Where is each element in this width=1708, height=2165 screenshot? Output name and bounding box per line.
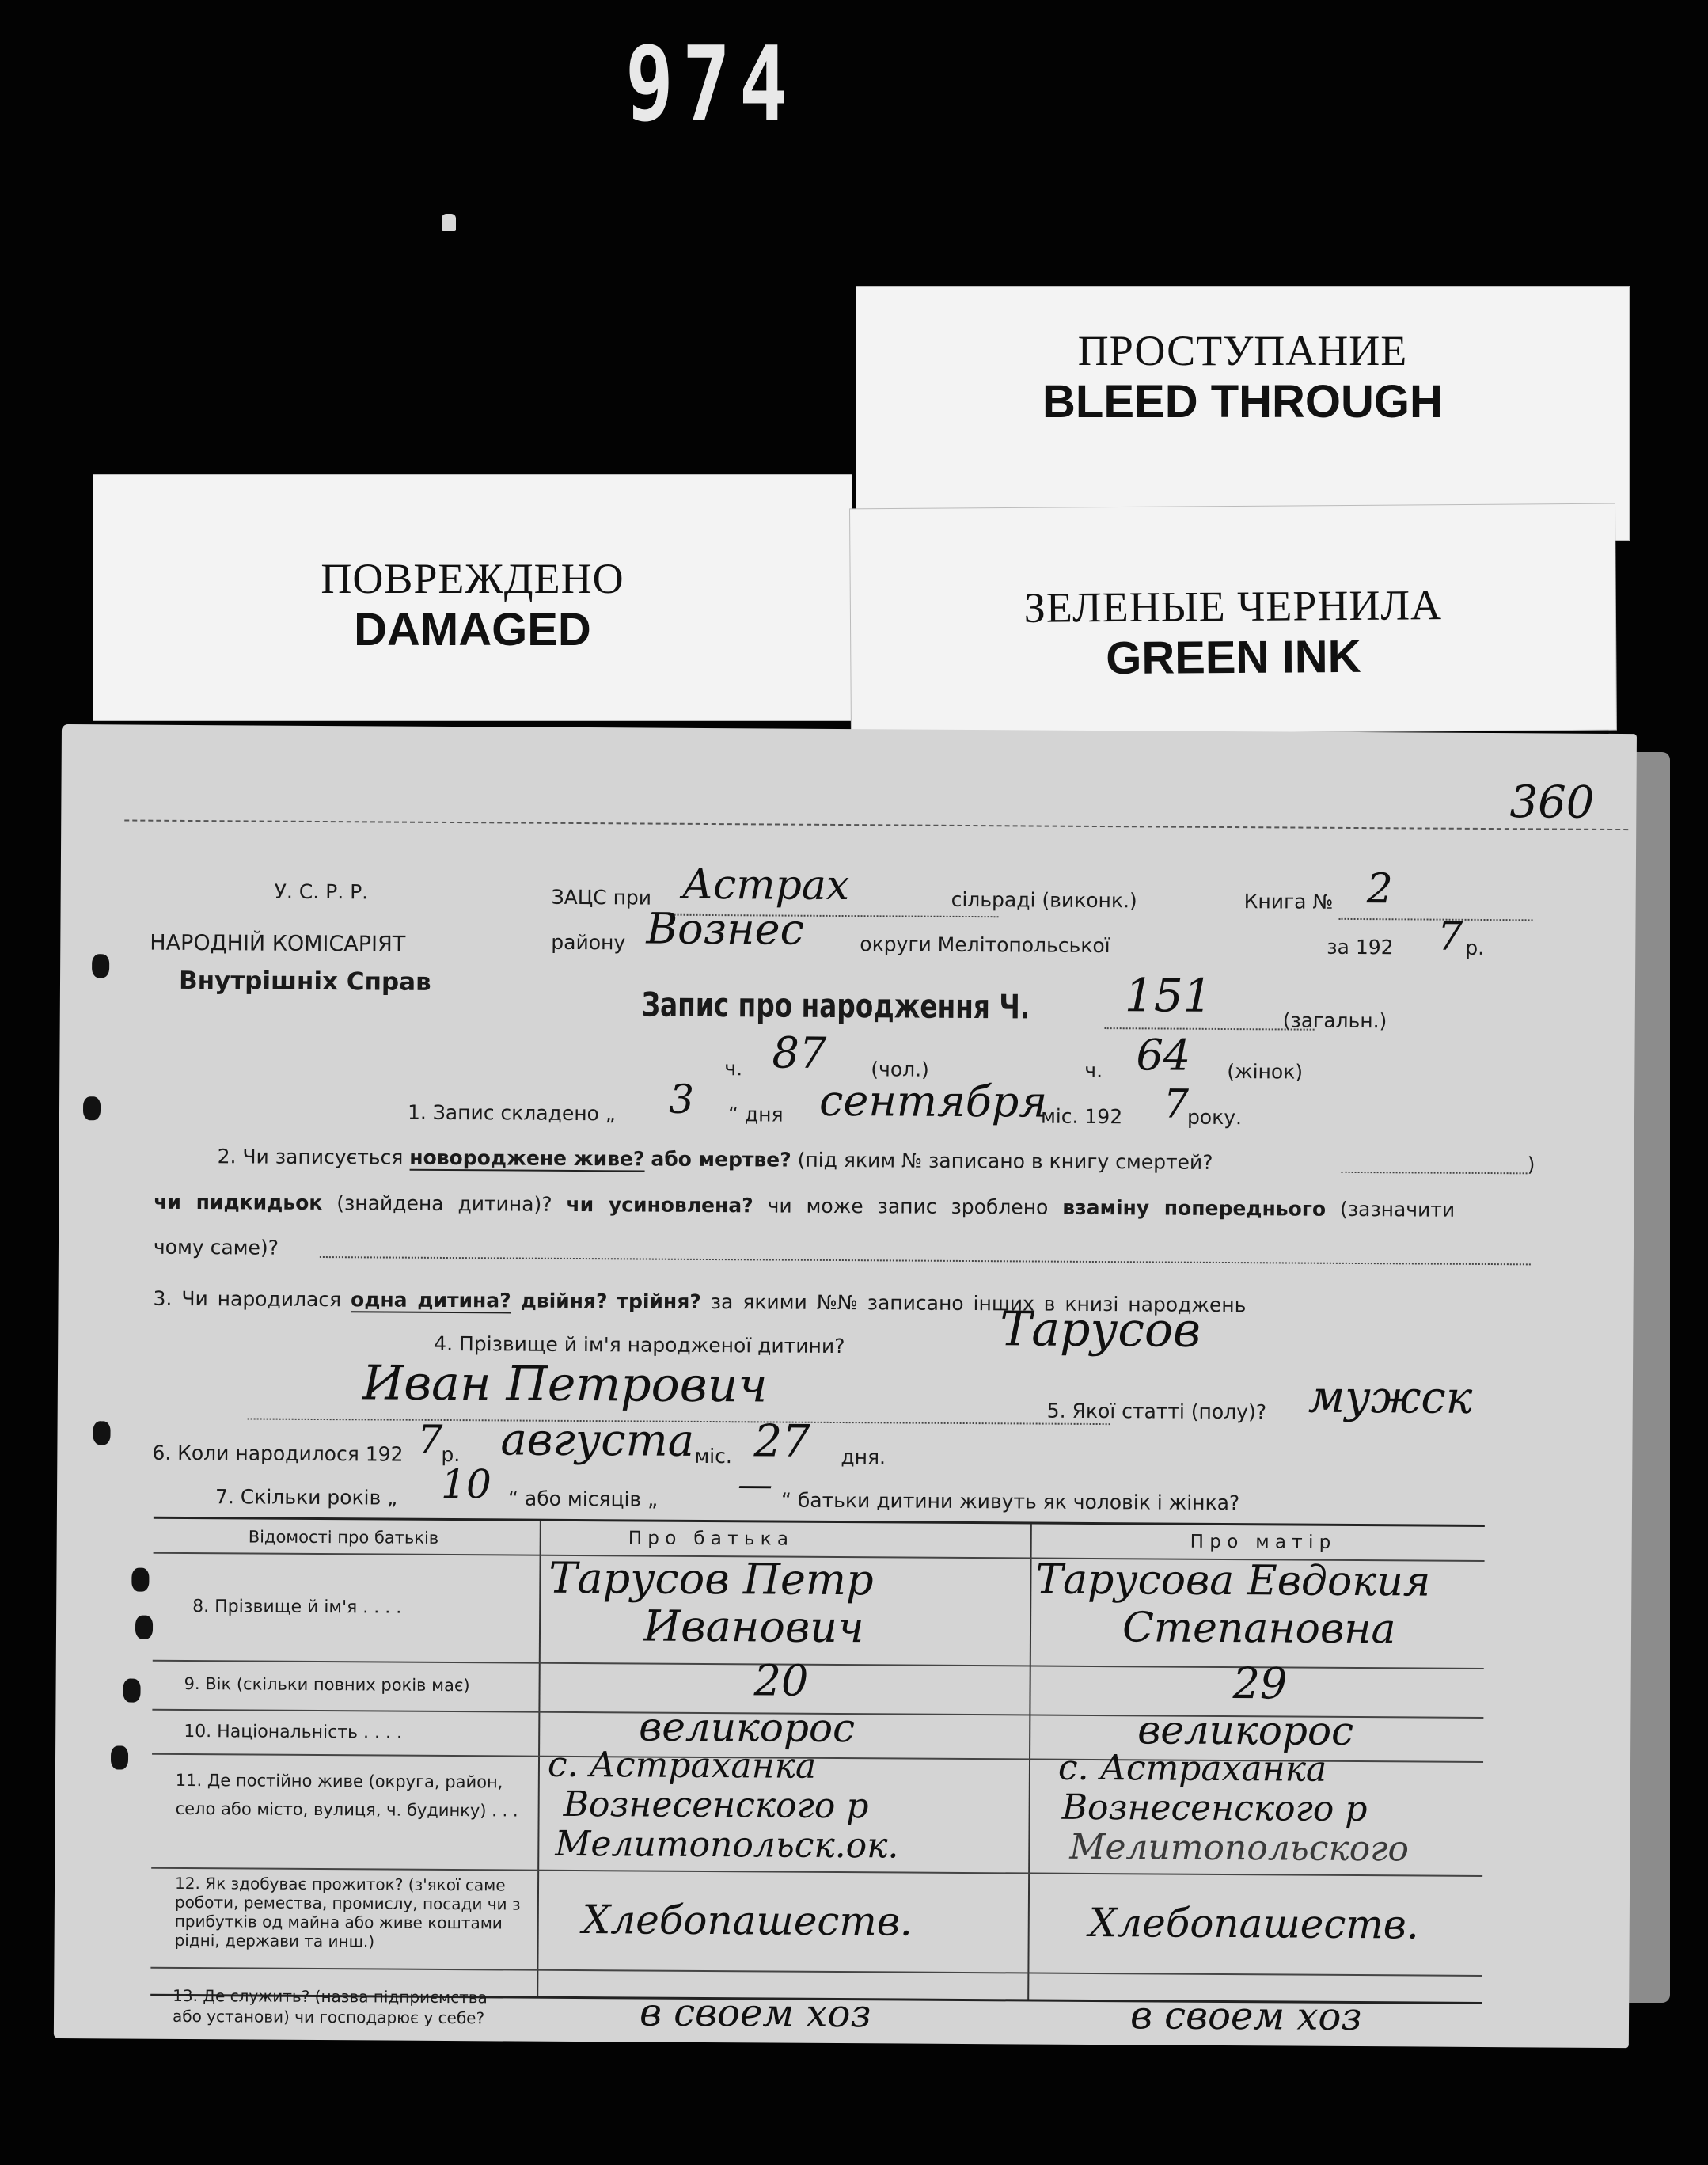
punch-hole bbox=[83, 1096, 101, 1120]
q1-label: 1. Запис складено „ bbox=[407, 1100, 616, 1126]
q2-foundling-note: (знайдена дитина)? bbox=[336, 1191, 552, 1216]
q2-death-line bbox=[1342, 1172, 1528, 1174]
male-label: (чол.) bbox=[871, 1058, 929, 1081]
bleed-through-label-en: BLEED THROUGH bbox=[1042, 376, 1443, 427]
father-patronymic: Иванович bbox=[643, 1601, 864, 1653]
q4-label: 4. Прізвище й ім'я народженої дитини? bbox=[434, 1331, 845, 1358]
book-line bbox=[1339, 918, 1533, 921]
row-label-workplace: 13. Де служить? (назва підприємства або установи) чи господарює у себе? bbox=[172, 1985, 488, 2028]
q2-line3-fill bbox=[320, 1256, 1531, 1265]
row-rule bbox=[150, 1967, 1482, 1977]
q3-triplets: трійня? bbox=[617, 1290, 701, 1313]
q7-months: — bbox=[737, 1464, 773, 1506]
green-ink-label bbox=[850, 504, 1616, 735]
birth-day: 27 bbox=[753, 1415, 810, 1468]
q2-adopted: чи усиновлена? bbox=[566, 1192, 753, 1217]
child-sex: мужск bbox=[1308, 1371, 1473, 1424]
internal-affairs-header: Внутрішніх Справ bbox=[178, 966, 431, 997]
green-ink-label-ru: ЗЕЛЕНЫЕ ЧЕРНИЛА bbox=[1023, 581, 1443, 632]
q3-twins: двійня? bbox=[520, 1289, 608, 1313]
q5-label: 5. Якої статті (полу)? bbox=[1046, 1399, 1267, 1424]
q2-foundling: чи пидкидьок bbox=[154, 1190, 323, 1215]
q6-mis: міс. bbox=[694, 1444, 732, 1468]
frame-marker bbox=[442, 214, 456, 231]
birth-month: августа bbox=[500, 1414, 695, 1467]
male-number: 87 bbox=[772, 1027, 827, 1078]
q7-years: 10 bbox=[440, 1460, 492, 1508]
mother-nationality: великорос bbox=[1137, 1707, 1354, 1754]
q2-line2 bbox=[154, 1191, 1455, 1221]
q3-text-a: 3. Чи народилася bbox=[153, 1286, 342, 1312]
q7-label: 7. Скільки років „ bbox=[214, 1485, 398, 1510]
q1-month: сентября bbox=[818, 1075, 1048, 1127]
damaged-label-ru: ПОВРЕЖДЕНО bbox=[321, 555, 624, 602]
q2-close-paren: ) bbox=[1527, 1153, 1535, 1176]
record-title: Запис про народження Ч. bbox=[641, 985, 1030, 1027]
father-surname: Тарусов Петр bbox=[548, 1552, 874, 1605]
q3-single: одна дитина? bbox=[351, 1288, 511, 1312]
year-digit: 7 bbox=[1437, 913, 1463, 959]
table-header-mother: П р о м а т і р bbox=[1190, 1531, 1331, 1553]
row-label-age: 9. Вік (скільки повних років має) bbox=[184, 1673, 470, 1696]
mother-surname: Тарусова Евдокия bbox=[1035, 1555, 1431, 1606]
father-occupation: Хлебопашеств. bbox=[582, 1897, 913, 1945]
punch-hole bbox=[123, 1678, 140, 1702]
q2-replacement: взаміну попереднього bbox=[1062, 1195, 1327, 1221]
table-col-divider-2 bbox=[1027, 1524, 1032, 1999]
q6-suffix: дня. bbox=[841, 1445, 886, 1469]
book-number: 2 bbox=[1366, 865, 1394, 913]
table-header-info: Відомості про батьків bbox=[248, 1527, 439, 1548]
punch-hole bbox=[92, 954, 109, 978]
row-label-name: 8. Прізвище й ім'я . . . . bbox=[192, 1597, 402, 1618]
q2-alive: новороджене живе? bbox=[409, 1145, 645, 1171]
frame-number: 974 bbox=[625, 24, 796, 144]
child-surname: Тарусов bbox=[1000, 1301, 1201, 1358]
row-label-occupation: 12. Як здобуває прожиток? (з'якої саме роботи, ремества, промислу, посади чи з прибутків од майна або живе коштами рідні, держави та инш.) bbox=[174, 1873, 521, 1951]
zags-label: ЗАЦС при bbox=[551, 885, 652, 910]
q2-text-f: (зазначити bbox=[1339, 1197, 1456, 1221]
raion-label: району bbox=[551, 930, 626, 955]
mother-residence-raion: Вознесенского р bbox=[1061, 1787, 1368, 1830]
mother-residence-village: с. Астраханка bbox=[1057, 1747, 1327, 1790]
female-number: 64 bbox=[1136, 1030, 1191, 1081]
mother-residence-okrug: Мелитопольского bbox=[1069, 1826, 1410, 1870]
perforation-line bbox=[124, 819, 1628, 830]
q6-year-digit: 7 bbox=[417, 1416, 443, 1463]
punch-hole bbox=[111, 1745, 128, 1769]
mother-age: 29 bbox=[1232, 1658, 1288, 1709]
raion-name: Вознес bbox=[646, 903, 805, 955]
q3-text-e: за якими №№ записано інших в книзі народжень bbox=[710, 1290, 1247, 1317]
father-residence-raion: Вознесенского р bbox=[563, 1783, 869, 1827]
village-name: Астрах bbox=[681, 860, 850, 910]
year-label: за 192 bbox=[1327, 935, 1394, 959]
damaged-label-en: DAMAGED bbox=[354, 604, 591, 655]
village-suffix: сільраді (виконк.) bbox=[951, 887, 1137, 913]
damaged-label bbox=[93, 475, 852, 720]
mother-patronymic: Степановна bbox=[1122, 1604, 1396, 1654]
page-number: 360 bbox=[1509, 777, 1595, 829]
father-age: 20 bbox=[753, 1655, 809, 1706]
bleed-through-label-ru: ПРОСТУПАНИЕ bbox=[1077, 327, 1408, 374]
q2-label bbox=[218, 1145, 1213, 1174]
green-ink-label-en: GREEN INK bbox=[1105, 630, 1361, 685]
q2-text-e: чи може запис зроблено bbox=[767, 1194, 1049, 1219]
q2-text-a: 2. Чи записується bbox=[217, 1145, 404, 1169]
commissariat-header: НАРОДНІЙ КОМІСАРІЯТ bbox=[150, 930, 406, 957]
table-header-father: П р о б а т ь к а bbox=[628, 1528, 789, 1550]
mother-workplace: в своем хоз bbox=[1129, 1993, 1362, 2040]
female-prefix: ч. bbox=[1084, 1058, 1103, 1083]
total-label: (загальн.) bbox=[1282, 1008, 1387, 1033]
table-col-divider-1 bbox=[537, 1521, 541, 1996]
female-label: (жінок) bbox=[1227, 1060, 1304, 1084]
q6-label: 6. Коли народилося 192 bbox=[152, 1441, 404, 1466]
q6-r: р. bbox=[441, 1442, 461, 1467]
q1-mid: “ дня bbox=[727, 1103, 784, 1126]
q1-suffix: міс. 192 bbox=[1040, 1104, 1123, 1129]
row-label-nationality: 10. Національність . . . . bbox=[184, 1721, 403, 1743]
total-number: 151 bbox=[1124, 968, 1213, 1023]
father-residence-village: с. Астраханка bbox=[547, 1744, 817, 1787]
q1-end: року. bbox=[1186, 1105, 1243, 1130]
child-name: Иван Петрович bbox=[362, 1355, 768, 1414]
okrug-label: округи Мелітопольської bbox=[860, 932, 1110, 958]
bleed-through-label bbox=[856, 287, 1629, 540]
q7-suffix: “ батьки дитини живуть як чоловік і жінка? bbox=[780, 1488, 1240, 1515]
q7-mid: “ або місяців „ bbox=[507, 1487, 659, 1511]
row-label-residence: 11. Де постійно живе (округа, район, село або місто, вулиця, ч. будинку) . . . bbox=[175, 1770, 518, 1821]
punch-hole bbox=[135, 1616, 153, 1639]
male-prefix: ч. bbox=[724, 1057, 743, 1081]
punch-hole bbox=[93, 1421, 110, 1445]
q1-day: 3 bbox=[668, 1076, 695, 1122]
q2-line3: чому саме)? bbox=[153, 1235, 279, 1259]
q1-year-digit: 7 bbox=[1163, 1081, 1190, 1127]
father-residence-okrug: Мелитопольск.ок. bbox=[555, 1823, 899, 1867]
father-workplace: в своем хоз bbox=[639, 1990, 871, 2037]
birth-record-sheet bbox=[54, 724, 1637, 2048]
book-label: Книга № bbox=[1243, 890, 1334, 913]
q2-text-d: (під яким № записано в книгу смертей? bbox=[797, 1148, 1213, 1174]
parents-table bbox=[150, 1517, 1485, 2004]
father-nationality: великорос bbox=[639, 1704, 856, 1752]
punch-hole bbox=[131, 1568, 149, 1592]
q2-dead: або мертве? bbox=[651, 1147, 791, 1172]
ussr-header: У. С. Р. Р. bbox=[274, 879, 369, 904]
year-suffix: р. bbox=[1465, 936, 1485, 959]
mother-occupation: Хлебопашеств. bbox=[1088, 1899, 1419, 1948]
